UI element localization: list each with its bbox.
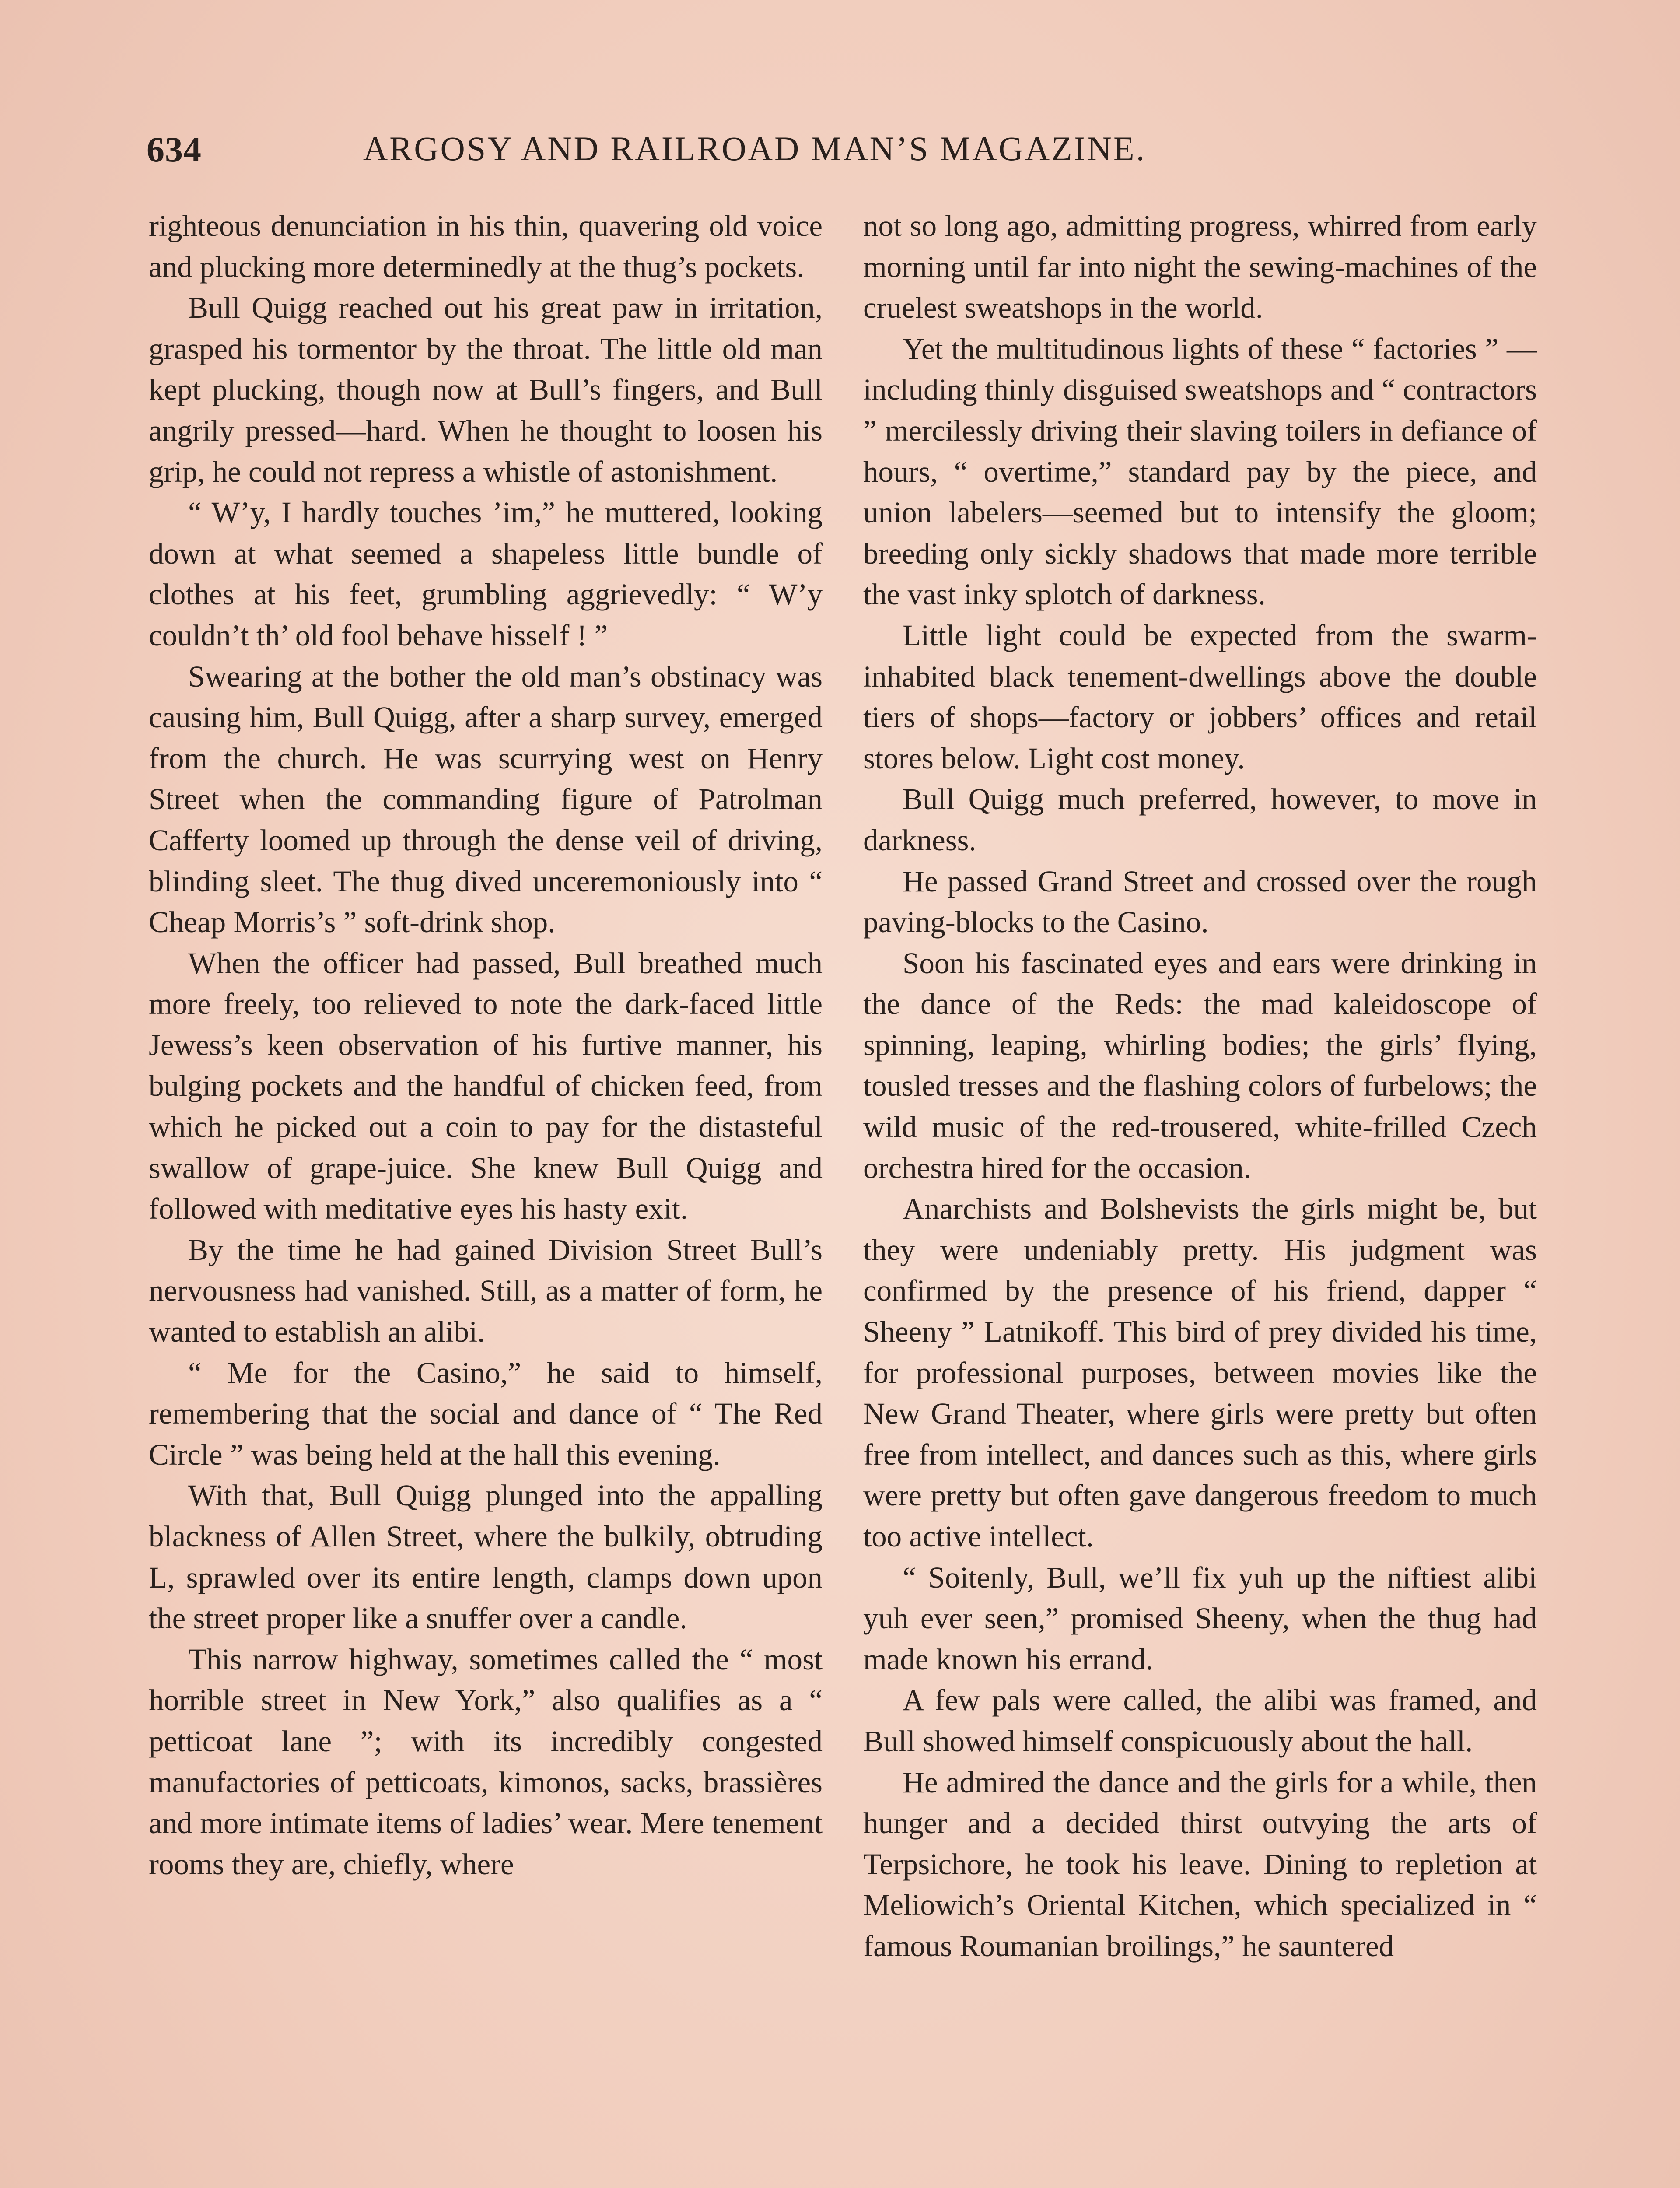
text-column-left [149, 206, 822, 2188]
paragraph: righteous denunciation in his thin, quavering old voice and plucking more determinedly at the thug’s pockets. [149, 209, 822, 284]
paragraph: not so long ago, admitting progress, whirred from early morning until far into night the sewing-machines of the cruelest sweatshops in the world. [863, 209, 1537, 325]
paragraph: Anarchists and Bolshevists the girls might be, but they were undeniably pretty. His judgment was confirmed by the presence of his friend, dapper “ Sheeny ” Latnikoff. This bird of prey divided his time, for professional purposes, between movies like the New Grand Theater, where girls were pretty but often free from intellect, and dances such as this, where girls were pretty but often gave dangerous freedom to much too active intellect. [863, 1192, 1537, 1553]
paragraph: Little light could be expected from the swarm-inhabited black tenement-dwellings above the double tiers of shops—factory or jobbers’ offices and retail stores below. Light cost money. [863, 618, 1537, 775]
text-column-right [863, 206, 1537, 2188]
paragraph: Bull Quigg much preferred, however, to move in darkness. [863, 782, 1537, 857]
paragraph: He passed Grand Street and crossed over the rough paving-blocks to the Casino. [863, 864, 1537, 939]
paragraph: Yet the multitudinous lights of these “ factories ” — including thinly disguised sweatshops and “ contractors ” mercilessly driving their slaving toilers in defiance of hours, “ overtime,” standard pay by the piece, and union labelers—seemed but to intensify the gloom; breeding only sickly shadows that made more terrible the vast inky splotch of darkness. [863, 332, 1537, 611]
paragraph: “ Soitenly, Bull, we’ll fix yuh up the niftiest alibi yuh ever seen,” promised Sheeny, when the thug had made known his errand. [863, 1560, 1537, 1676]
paragraph: A few pals were called, the alibi was framed, and Bull showed himself conspicuously about the hall. [863, 1683, 1537, 1758]
paragraph: With that, Bull Quigg plunged into the appalling blackness of Allen Street, where the bulkily, obtruding L, sprawled over its entire length, clamps down upon the street proper like a snuffer over a candle. [149, 1479, 822, 1635]
page-number: 634 [147, 130, 202, 169]
paragraph: Swearing at the bother the old man’s obstinacy was causing him, Bull Quigg, after a sharp survey, emerged from the church. He was scurrying west on Henry Street when the commanding figure of Patrolman Cafferty loomed up through the dense veil of driving, blinding sleet. The thug dived unceremoniously into “ Cheap Morris’s ” soft-drink shop. [149, 659, 822, 939]
paragraph: By the time he had gained Division Street Bull’s nervousness had vanished. Still, as a matter of form, he wanted to establish an alibi. [149, 1233, 822, 1349]
paragraph: He admired the dance and the girls for a while, then hunger and a decided thirst outvying the arts of Terpsichore, he took his leave. Dining to repletion at Meliowich’s Oriental Kitchen, which specialized in “ famous Roumanian broilings,” he sauntered [863, 1765, 1537, 1963]
page-header [147, 129, 1310, 186]
paragraph: Bull Quigg reached out his great paw in irritation, grasped his tormentor by the throat. The little old man kept plucking, though now at Bull’s fingers, and Bull angrily pressed—hard. When he thought to loosen his grip, he could not repress a whistle of astonishment. [149, 291, 822, 488]
paragraph: Soon his fascinated eyes and ears were drinking in the dance of the Reds: the mad kaleidoscope of spinning, leaping, whirling bodies; the girls’ flying, tousled tresses and the flashing colors of furbelows; the wild music of the red-trousered, white-frilled Czech orchestra hired for the occasion. [863, 946, 1537, 1185]
paragraph: When the officer had passed, Bull breathed much more freely, too relieved to note the dark-faced little Jewess’s keen observation of his furtive manner, his bulging pockets and the handful of chicken feed, from which he picked out a coin to pay for the distasteful swallow of grape-juice. She knew Bull Quigg and followed with meditative eyes his hasty exit. [149, 946, 822, 1226]
paragraph: “ Me for the Casino,” he said to himself, remembering that the social and dance of “ The Red Circle ” was being held at the hall this evening. [149, 1356, 822, 1471]
running-title: ARGOSY AND RAILROAD MAN’S MAGAZINE. [363, 130, 1147, 168]
paragraph: This narrow highway, sometimes called the “ most horrible street in New York,” also qualifies as a “ petticoat lane ”; with its incredibly congested manufactories of petticoats, kimonos, sacks, brassières and more intimate items of ladies’ wear. Mere tenement rooms they are, chiefly, where [149, 1642, 822, 1881]
paragraph: “ W’y, I hardly touches ’im,” he muttered, looking down at what seemed a shapeless little bundle of clothes at his feet, grumbling aggrievedly: “ W’y couldn’t th’ old fool behave hisself ! ” [149, 496, 822, 652]
